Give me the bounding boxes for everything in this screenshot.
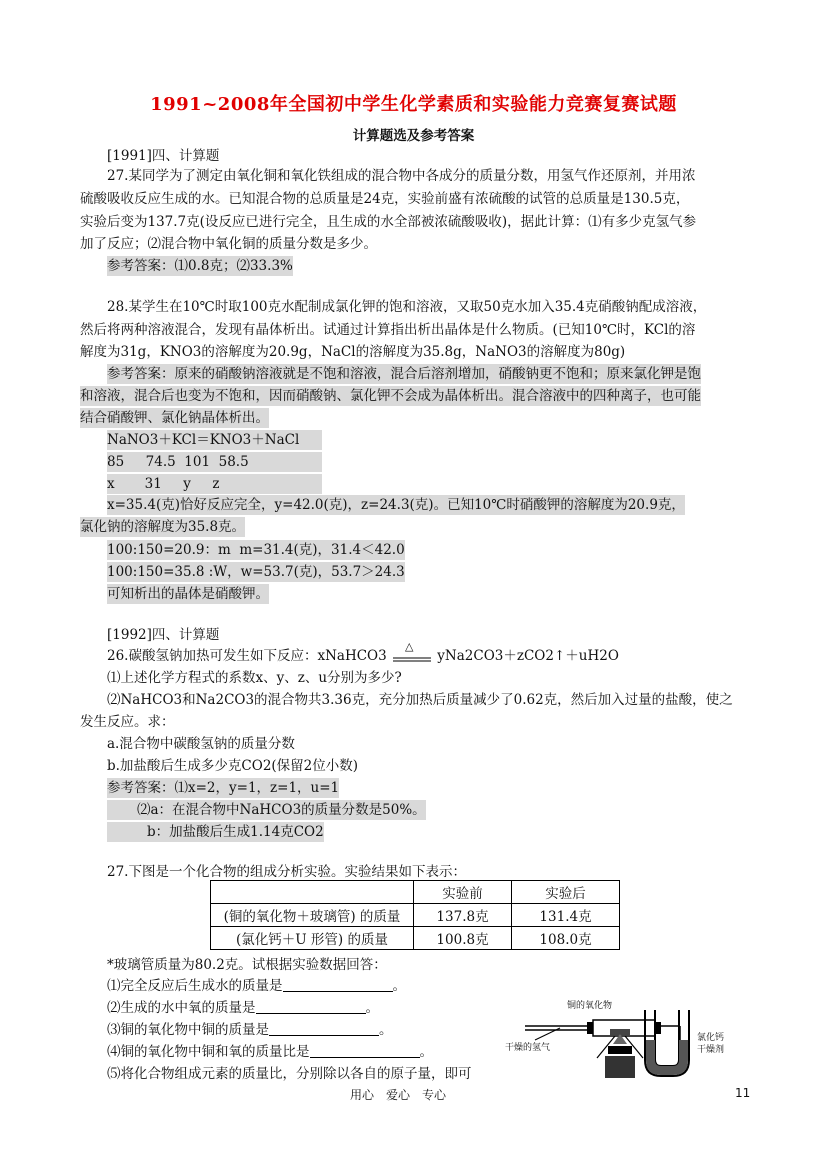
answer-line: ⑵a：在混合物中NaHCO3的质量分数是50%。 [107,800,426,820]
text-line: 硫酸吸收反应生成的水。已知混合物的总质量是24克，实验前盛有浓硫酸的试管的总质量是130.5克， [80,191,690,207]
question-text: ⑵生成的水中氧的质量是 [107,1000,256,1016]
answer-blank[interactable] [269,1022,379,1036]
label-copper-oxide: 铜的氧化物 [567,1001,613,1011]
heat-condition: △ [405,640,414,653]
text-line: 28.某学生在10℃时取100克水配制成氯化钾的饱和溶液，又取50克水加入35.4克硝酸钠配成溶液， [107,299,707,315]
answer-line: 100:150=20.9：m m=31.4(克)，31.4＜42.0 [107,542,405,558]
answer-line: 结合硝酸钾、氯化钠晶体析出。 [80,410,269,426]
answer-line: b：加盐酸后生成1.14克CO2 [107,822,324,842]
heat-arrow [391,640,433,662]
question-end: 。 [379,1022,393,1038]
table-cell: 100.8克 [414,927,512,950]
page-subtitle: 计算题选及参考答案 [352,128,475,144]
answer-line: 和溶液，混合后也变为不饱和，因而硝酸钠、氯化钾不会成为晶体析出。混合溶液中的四种离子，也可能 [80,388,701,404]
question-2 [107,998,379,1018]
label-dry-hydrogen: 干燥的氢气 [505,1043,551,1053]
text-line: 发生反应。求： [80,714,175,730]
page-footer: 用心 爱心 专心 [350,1088,447,1102]
page-number: 11 [735,1086,751,1100]
answer-line: 参考答案：⑴0.8克；⑵33.3% [107,258,293,274]
question-end: 。 [365,1000,379,1016]
label-desiccant: 干燥剂 [697,1045,725,1055]
text-line: ⑴上述化学方程式的系数x、y、z、u分别为多少? [107,670,402,686]
text-line: [1992]四、计算题 [107,627,220,643]
text-line: ⑵NaHCO3和Na2CO3的混合物共3.36克，充分加热后质量减少了0.62克，然后加入过量的盐酸，使之 [107,692,733,708]
text-line: 解度为31g，KNO3的溶解度为20.9g，NaCl的溶解度为35.8g，NaNO3的溶解度为80g) [80,344,626,360]
text-line: 27.某同学为了测定由氧化铜和氧化铁组成的混合物中各成分的质量分数，用氢气作还原剂，并用浓 [107,168,696,184]
question-3 [107,1020,393,1040]
table-header-cell: 实验后 [512,881,620,904]
table-cell: 131.4克 [512,904,620,927]
answer-line: 氯化钠的溶解度为35.8克。 [80,519,246,535]
question-5 [107,1064,472,1084]
answer-blank[interactable] [310,1044,420,1058]
question-end: 。 [392,978,406,994]
table-cell: 108.0克 [512,927,620,950]
answer-line: 85 74.5 101 58.5 [107,452,322,472]
question-text: ⑴完全反应后生成水的质量是 [107,978,283,994]
table-cell: (氯化钙＋U 形管) 的质量 [211,927,414,950]
text-line: b.加盐酸后生成多少克CO2(保留2位小数) [107,758,359,774]
text-line: 加了反应；⑵混合物中氧化铜的质量分数是多少。 [80,236,377,252]
question-1 [107,976,406,996]
table-header-row [211,881,620,904]
table-header-cell [211,881,414,904]
text-line: [1991]四、计算题 [107,148,220,164]
answer-blank[interactable] [256,1000,366,1014]
page-title: 1991~2008年全国初中学生化学素质和实验能力竞赛复赛试题 [150,94,677,115]
answer-blank[interactable] [283,978,393,992]
question-text: ⑷铜的氧化物中铜和氧的质量比是 [107,1044,310,1060]
question-text: ⑸将化合物组成元素的质量比，分别除以各自的原子量，即可 [107,1066,472,1082]
question-end: 。 [419,1044,433,1060]
answer-line: x 31 y z [107,474,322,494]
question-text: ⑶铜的氧化物中铜的质量是 [107,1022,269,1038]
text-line: 实验后变为137.7克(设反应已进行完全，且生成的水全部被浓硫酸吸收)，据此计算：⑴有多少克氢气参 [80,214,697,230]
apparatus-diagram [505,1000,745,1078]
answer-line: 可知析出的晶体是硝酸钾。 [107,586,269,602]
label-calcium-chloride: 氯化钙 [697,1033,725,1043]
answer-line: NaNO3＋KCl＝KNO3＋NaCl [107,430,322,450]
table-cell: 137.8克 [414,904,512,927]
text-line: *玻璃管质量为80.2克。试根据实验数据回答： [107,957,387,973]
equation-26 [107,640,619,666]
equation-prefix: 26.碳酸氢钠加热可发生如下反应：xNaHCO3 [107,648,387,664]
answer-line: 参考答案：原来的硝酸钠溶液就是不饱和溶液，混合后溶剂增加，硝酸钠更不饱和；原来氯化钾是饱 [107,366,701,382]
answer-line: 参考答案：⑴x=2，y=1，z=1，u=1 [107,780,340,796]
table-header-cell: 实验前 [414,881,512,904]
question-4 [107,1042,433,1062]
table-cell: (铜的氧化物＋玻璃管) 的质量 [211,904,414,927]
equation-suffix: yNa2CO3＋zCO2↑＋uH2O [437,648,619,664]
results-table [210,880,620,950]
table-row [211,927,620,950]
text-line: 27.下图是一个化合物的组成分析实验。实验结果如下表示： [107,864,466,880]
text-line: 然后将两种溶液混合，发现有晶体析出。试通过计算指出析出晶体是什么物质。(已知10℃时，KCl的溶 [80,322,696,338]
text-line: a.混合物中碳酸氢钠的质量分数 [107,736,295,752]
answer-line: 100:150=35.8 :W，w=53.7(克)，53.7＞24.3 [107,564,405,580]
table-row [211,904,620,927]
answer-line: x=35.4(克)恰好反应完全，y=42.0(克)，z=24.3(克)。已知10℃时硝酸钾的溶解度为20.9克， [107,497,685,513]
